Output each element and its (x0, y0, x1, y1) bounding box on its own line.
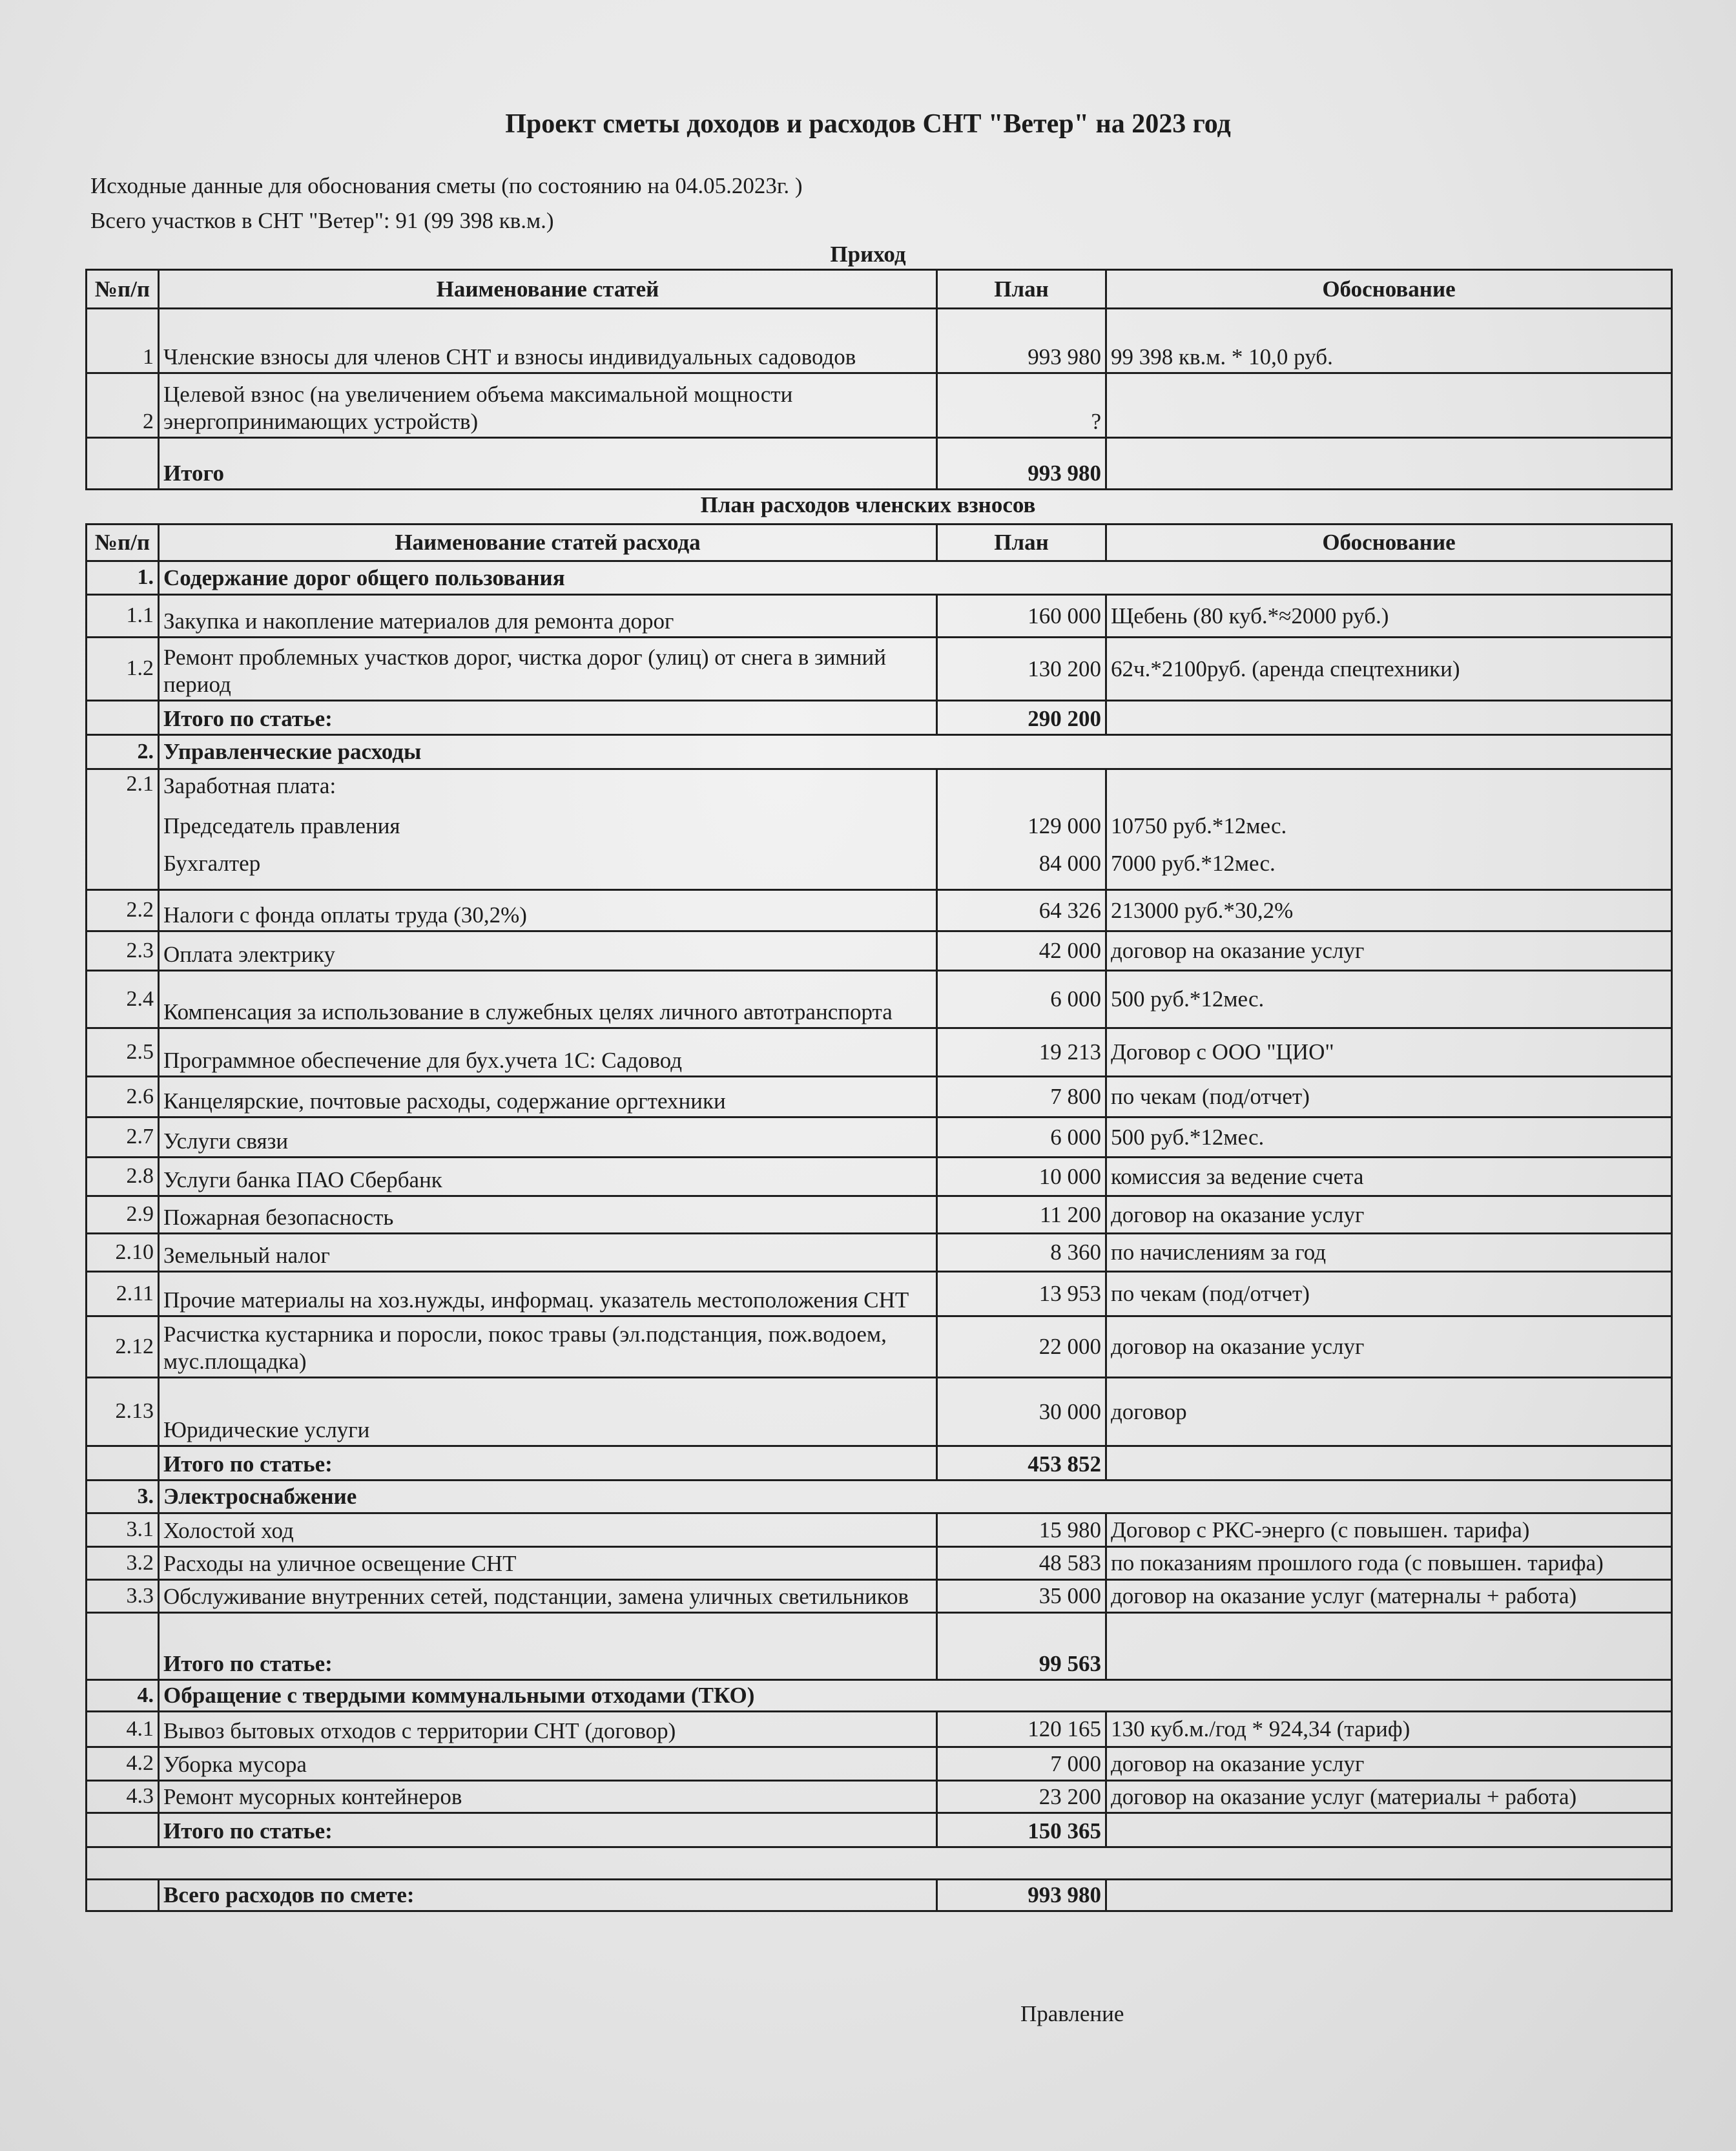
basis-text: по показаниям прошлого года (с повышен. тарифа) (1106, 1547, 1672, 1580)
salary-label: Заработная плата: (163, 773, 336, 798)
row-number: 2.3 (87, 931, 159, 971)
plan-value: 11 200 (937, 1196, 1106, 1234)
basis-text (1106, 769, 1672, 890)
expense-group-row (87, 561, 1672, 595)
plan-value: 48 583 (937, 1547, 1106, 1580)
expense-section-title: План расходов членских взносов (700, 492, 1036, 517)
basis-text (1106, 373, 1672, 438)
basis-text: 500 руб.*12мес. (1106, 971, 1672, 1028)
group-title: Электроснабжение (159, 1481, 1672, 1513)
basis-text: 213000 руб.*30,2% (1106, 890, 1672, 931)
item-name: Уборка мусора (159, 1747, 937, 1781)
expense-header-row (87, 525, 1672, 561)
salary-sub-basis: 10750 руб.*12мес. (1111, 813, 1287, 838)
total-value: 453 852 (937, 1446, 1106, 1481)
expense-row (87, 1580, 1672, 1613)
subtotal-row (87, 701, 1672, 735)
total-label: Итого по статье: (159, 1446, 937, 1481)
basis-text: по начислениям за год (1106, 1234, 1672, 1272)
item-name: Итого (159, 438, 937, 490)
total-label: Всего расходов по смете: (159, 1880, 937, 1911)
plan-value: 30 000 (937, 1378, 1106, 1446)
expense-header-basis: Обоснование (1106, 525, 1672, 561)
item-name (159, 769, 937, 890)
income-row (87, 373, 1672, 438)
item-name: Холостой ход (159, 1513, 937, 1547)
row-number: 2.12 (87, 1316, 159, 1378)
expense-row (87, 1028, 1672, 1077)
item-name: Земельный налог (159, 1234, 937, 1272)
signature-board: Правление (1020, 2001, 1124, 2026)
salary-sub-plan: 84 000 (1038, 851, 1101, 876)
item-name: Налоги с фонда оплаты труда (30,2%) (159, 890, 937, 931)
basis-text: договор на оказание услуг (1106, 1196, 1672, 1234)
expense-row (87, 1077, 1672, 1117)
group-title: Обращение с твердыми коммунальными отходами (ТКО) (159, 1680, 1672, 1712)
expense-row (87, 1547, 1672, 1580)
row-number: 2.5 (87, 1028, 159, 1077)
row-number: 3.1 (87, 1513, 159, 1547)
item-name: Прочие материалы на хоз.нужды, информац. указатель местоположения СНТ (159, 1272, 937, 1316)
plan-value: 19 213 (937, 1028, 1106, 1077)
row-number (87, 1880, 159, 1911)
income-header-basis: Обоснование (1106, 270, 1672, 309)
salary-sub-item: Бухгалтер (163, 851, 261, 876)
item-name: Расчистка кустарника и поросли, покос травы (эл.подстанция, пож.водоем, мус.площадка) (159, 1316, 937, 1378)
item-name: Услуги связи (159, 1117, 937, 1158)
plan-value: 120 165 (937, 1712, 1106, 1747)
document-title: Проект сметы доходов и расходов СНТ "Ветер" на 2023 год (505, 109, 1231, 139)
row-number: 1.1 (87, 595, 159, 638)
row-number (87, 1613, 159, 1680)
row-number: 1.2 (87, 638, 159, 701)
basis-text: договор на оказание услуг (1106, 1747, 1672, 1781)
basis-text: 62ч.*2100руб. (аренда спецтехники) (1106, 638, 1672, 701)
row-number: 4.2 (87, 1747, 159, 1781)
empty-cell (87, 1847, 1672, 1880)
expense-group-row (87, 735, 1672, 769)
basis-text (1106, 1813, 1672, 1847)
row-number (87, 701, 159, 735)
row-number: 2.7 (87, 1117, 159, 1158)
item-name: Членские взносы для членов СНТ и взносы индивидуальных садоводов (159, 309, 937, 373)
basis-text: договор на оказание услуг (1106, 931, 1672, 971)
item-name: Вывоз бытовых отходов с территории СНТ (договор) (159, 1712, 937, 1747)
plan-value: 42 000 (937, 931, 1106, 971)
plan-value: 7 000 (937, 1747, 1106, 1781)
subtotal-row (87, 1613, 1672, 1680)
group-number: 1. (87, 561, 159, 595)
item-name: Юридические услуги (159, 1378, 937, 1446)
expense-row (87, 931, 1672, 971)
grand-total-row (87, 1880, 1672, 1911)
income-total-row (87, 438, 1672, 490)
plan-value: 22 000 (937, 1316, 1106, 1378)
income-row (87, 309, 1672, 373)
source-data-line: Исходные данные для обоснования сметы (по состоянию на 04.05.2023г. ) (90, 173, 803, 198)
plan-value: 6 000 (937, 1117, 1106, 1158)
row-number: 2.10 (87, 1234, 159, 1272)
item-name: Ремонт мусорных контейнеров (159, 1781, 937, 1813)
row-number: 2.1 (87, 769, 159, 890)
plan-value: 130 200 (937, 638, 1106, 701)
item-name: Программное обеспечение для бух.учета 1С: Садовод (159, 1028, 937, 1077)
item-name: Компенсация за использование в служебных целях личного автотранспорта (159, 971, 937, 1028)
row-number (87, 1813, 159, 1847)
basis-text: комиссия за ведение счета (1106, 1158, 1672, 1196)
plan-value: 6 000 (937, 971, 1106, 1028)
item-name: Расходы на уличное освещение СНТ (159, 1547, 937, 1580)
basis-text: договор на оказание услуг (матерналы + работа) (1106, 1580, 1672, 1613)
expense-row (87, 1712, 1672, 1747)
total-label: Итого по статье: (159, 701, 937, 735)
basis-text: договор на оказание услуг (1106, 1316, 1672, 1378)
expense-header-plan: План (937, 525, 1106, 561)
basis-text (1106, 701, 1672, 735)
plots-count-line: Всего участков в СНТ "Ветер": 91 (99 398 кв.м.) (90, 208, 554, 233)
expense-row (87, 890, 1672, 931)
income-section-title: Приход (830, 242, 906, 267)
plan-value: 35 000 (937, 1580, 1106, 1613)
item-name: Оплата электрику (159, 931, 937, 971)
basis-text (1106, 1613, 1672, 1680)
expense-row (87, 1117, 1672, 1158)
row-number: 4.1 (87, 1712, 159, 1747)
item-name: Ремонт проблемных участков дорог, чистка дорог (улиц) от снега в зимний период (159, 638, 937, 701)
plan-value: 993 980 (937, 438, 1106, 490)
row-number: 2.4 (87, 971, 159, 1028)
item-name: Услуги банка ПАО Сбербанк (159, 1158, 937, 1196)
subtotal-row (87, 1446, 1672, 1481)
basis-text: Щебень (80 куб.*≈2000 руб.) (1106, 595, 1672, 638)
plan-value (937, 769, 1106, 890)
row-number: 1 (87, 309, 159, 373)
basis-text (1106, 1446, 1672, 1481)
row-number: 2.13 (87, 1378, 159, 1446)
basis-text: договор (1106, 1378, 1672, 1446)
income-header-row (87, 270, 1672, 309)
expense-header-name: Наименование статей расхода (159, 525, 937, 561)
plan-value: 8 360 (937, 1234, 1106, 1272)
income-header-num: №п/п (87, 270, 159, 309)
expense-row (87, 1781, 1672, 1813)
basis-text: по чекам (под/отчет) (1106, 1272, 1672, 1316)
total-label: Итого по статье: (159, 1813, 937, 1847)
total-label: Итого по статье: (159, 1613, 937, 1680)
plan-value: 13 953 (937, 1272, 1106, 1316)
total-value: 99 563 (937, 1613, 1106, 1680)
expense-row (87, 1234, 1672, 1272)
expense-group-row (87, 1481, 1672, 1513)
basis-text: по чекам (под/отчет) (1106, 1077, 1672, 1117)
group-number: 4. (87, 1680, 159, 1712)
basis-text: Договор с ООО "ЦИО" (1106, 1028, 1672, 1077)
plan-value: 10 000 (937, 1158, 1106, 1196)
row-number: 2.8 (87, 1158, 159, 1196)
plan-value: 64 326 (937, 890, 1106, 931)
basis-text: 500 руб.*12мес. (1106, 1117, 1672, 1158)
group-number: 2. (87, 735, 159, 769)
basis-text: договор на оказание услуг (материалы + работа) (1106, 1781, 1672, 1813)
salary-sub-item: Председатель правления (163, 813, 400, 838)
expense-header-num: №п/п (87, 525, 159, 561)
item-name: Обслуживание внутренних сетей, подстанции, замена уличных светильников (159, 1580, 937, 1613)
item-name: Закупка и накопление материалов для ремонта дорог (159, 595, 937, 638)
row-number: 2.2 (87, 890, 159, 931)
row-number: 2.9 (87, 1196, 159, 1234)
salary-sub-plan: 129 000 (1028, 813, 1101, 838)
income-header-name: Наименование статей (159, 270, 937, 309)
empty-row (87, 1847, 1672, 1880)
plan-value: 7 800 (937, 1077, 1106, 1117)
row-number: 2 (87, 373, 159, 438)
basis-text: 130 куб.м./год * 924,34 (тариф) (1106, 1712, 1672, 1747)
basis-text (1106, 438, 1672, 490)
row-number (87, 438, 159, 490)
expense-row (87, 1513, 1672, 1547)
plan-value: 23 200 (937, 1781, 1106, 1813)
item-name: Канцелярские, почтовые расходы, содержание оргтехники (159, 1077, 937, 1117)
expense-row (87, 769, 1672, 890)
expense-row (87, 638, 1672, 701)
basis-text (1106, 1880, 1672, 1911)
expense-row (87, 1316, 1672, 1378)
basis-text: 99 398 кв.м. * 10,0 руб. (1106, 309, 1672, 373)
subtotal-row (87, 1813, 1672, 1847)
item-name: Пожарная безопасность (159, 1196, 937, 1234)
row-number (87, 1446, 159, 1481)
expense-row (87, 1158, 1672, 1196)
expense-row (87, 1272, 1672, 1316)
income-header-plan: План (937, 270, 1106, 309)
group-title: Управленческие расходы (159, 735, 1672, 769)
total-value: 290 200 (937, 701, 1106, 735)
plan-value: ? (937, 373, 1106, 438)
plan-value: 15 980 (937, 1513, 1106, 1547)
item-name: Целевой взнос (на увеличением объема максимальной мощности энергопринимающих устройств) (159, 373, 937, 438)
row-number: 4.3 (87, 1781, 159, 1813)
salary-sub-basis: 7000 руб.*12мес. (1111, 851, 1276, 876)
row-number: 2.11 (87, 1272, 159, 1316)
row-number: 3.2 (87, 1547, 159, 1580)
expense-table (85, 523, 1673, 1912)
expense-row (87, 971, 1672, 1028)
total-value: 150 365 (937, 1813, 1106, 1847)
expense-row (87, 1196, 1672, 1234)
plan-value: 993 980 (937, 309, 1106, 373)
expense-row (87, 1747, 1672, 1781)
row-number: 2.6 (87, 1077, 159, 1117)
income-table (85, 269, 1673, 490)
row-number: 3.3 (87, 1580, 159, 1613)
plan-value: 160 000 (937, 595, 1106, 638)
basis-text: Договор с РКС-энерго (с повышен. тарифа) (1106, 1513, 1672, 1547)
expense-row (87, 1378, 1672, 1446)
group-number: 3. (87, 1481, 159, 1513)
total-value: 993 980 (937, 1880, 1106, 1911)
expense-group-row (87, 1680, 1672, 1712)
group-title: Содержание дорог общего пользования (159, 561, 1672, 595)
expense-row (87, 595, 1672, 638)
